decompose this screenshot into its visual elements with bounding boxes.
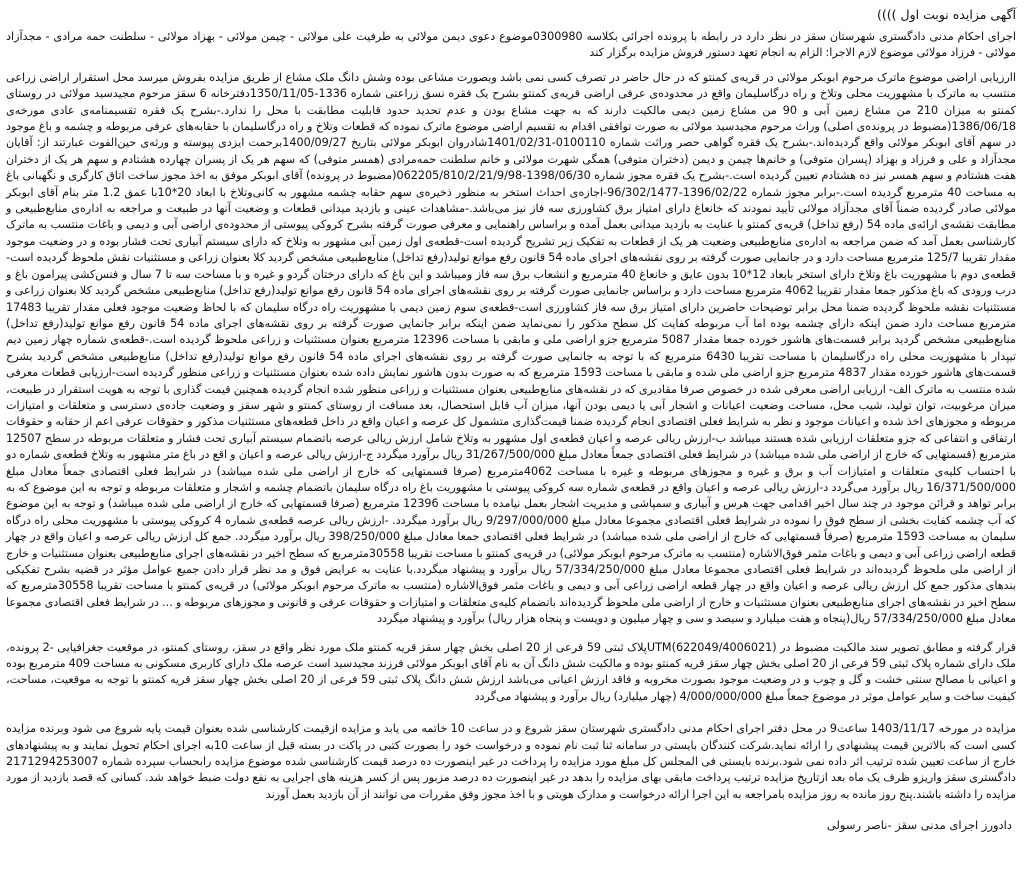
valuation-paragraph: اارزیابی اراضی موضوع ماترک مرحوم ابوبکر مولائی در قریه‌ی کمنتو که در حال حاضر در تصرف کسی نمی باشد وبصورت مشاعی بوده وشش دانگ ملک مشاع از طریق مزایده بفروش میرسد محل استقرار اراضی زراعی منتسب به ماترک با مشهوریت محلی وتلاخ و راه درگاسلیمان واقع در محدوده‌ی عرفی اراضی قریه‌ی کمنتو بشرح یک فقره نسق زراعتی شماره 1336-1350/11/05دفترخانه 6 سقز مرحوم مجیدسید مولائی در روستای کمنتو به میزان 210 من مشاع زمین آبی و 90 من مشاع زمین دیمی مالکیت دارند که به جهت مشاع بودن و عدم تحدید حدود قابلیت مطابقت با محل را ندارد.-بشرح یک فقره تقسیمنامه‌ی عادی مورخه‌ی 1386/06/18(مضبوط در پرونده‌ی اصلی) وراث مرحوم مجیدسید مولائی به صورت توافقی اقدام به تقسیم اراضی موضوع ماترک نموده که قطعات وتلاخ و راه درگاسلیمان با حقابه‌های عرفی مربوطه و چشمه و باغ موجود در سهم آقای ابوبکر مولائی واقع گردیده‌اند.-بشرح یک فقره گواهی حصر وراثت شماره 0100110-1401/02/31شادروان ابوبکر مولائی بتاریخ 1400/09/27برحمت ایزدی پیوسته و ورثه‌ی حین‌الفوت عبارتند از: آقایان مجدآزاد و علی و فرزاد و بهزاد (پسران متوفی) و خانم‌ها چیمن و دیمن (دختران متوفی) همگی شهرت مولائی و خانم سلطنت حمه‌مرادی (همسر متوفی) که سهم هر یک از پسران چهارده هشتادم و سهم هر یک از دختران هفت هشتادم و سهم همسر نیز ده هشتادم تعیین گردیده است.-بشرح یک فقره مجوز شماره 1398/06/30-062205/810/2/21/9/98(مضبوط در پرونده) آقای ابوبکر موفق به اخذ مجوز ساخت اتاق کارگری و نگهبانی باغ به مساحت 40 مترمربع گردیده است.-برابر مجوز شماره 1396/02/22-96/302/1477-اجازه‌ی احداث استخر به منظور ذخیره‌ی سهم حقابه چشمه مشهور به کانی‌وتلاخ با ابعاد 20*10با عمق 1.2 متر بنام آقای ابوبکر مولائی صادر گردیده ضمناً آقای مجدآزاد مولائی تأیید نمودند که خانعاغ دارای امتیاز برق کشاورزی سه فاز نیز می‌باشد.-مشاهدات عینی و بازدید میدانی قطعات و وضعیت آنها در طبیعت و مراجعه به اداره‌ی منابع‌طبیعی و مطابقت نقشه‌ی ارائه‌ی ماده 54 (رفع تداخل) قریه‌ی کمنتو با عنایت به بازدید میدانی بعمل آمده و براساس راهنمایی و معرفی صورت گرفته بشرح کروکی پیوستی از محدوده‌ی اراضی آبی و دیمی و باغات منتسب به ماترک کارشناسی بعمل آمد که ضمن مراجعه به اداره‌ی منابع‌طبیعی وضعیت هر یک از قطعات به تفکیک زیر تشریح گردیده است-قطعه‌ی اول زمین آبی مشهور به وتلاخ که دارای سیستم آبیاری تحت فشار بوده و در وضعیت موجود مقدار تقریبا 125/7 مترمربع مساحت دارد و در جانمایی صورت گرفته بر روی نقشه‌های اجرای ماده 54 قانون رفع موانع تولید(رفع تداخل) منابع‌طبیعی مشخص گردید کلا بعنوان زراعی و مستثنیات نقش ملحوظ گردیده است-قطعه‌ی دوم با مشهوریت باغ وتلاخ دارای استخر بابعاد 12*10 بدون عایق و خانعاغ 40 مترمربع و انشعاب برق سه فاز ومیباشد و این باغ که دارای درختان گردو و غیره و با مساحت سه تا 7 سال و فنس‌کشی پیرامون باغ و درب ورودی که باغ مذکور جمعا مقدار تقریبا 4062 مترمربع مساحت دارد و براساس جانمایی صورت گرفته بر روی نقشه‌های اجرای ماده 54 قانون رفع موانع تولید(رفع تداخل) منابع‌طبیعی مشخص گردید کلا بعنوان زراعی و مستثنیات نقشه ملحوظ گردیده ضمنا محل برابر توضیحات حاضرین دارای امتیاز برق سه فاز کشاورزی است-قطعه‌ی سوم زمین دیمی با مشهوریت راه درگاه سلیمان که با لحاظ وضعیت موجود فعلی مقدار تقریبا 17483 مترمربع مساحت دارد ضمن اینکه دارای چشمه بوده اما آب مربوطه کفایت کل سطح مذکور را نمی‌نماید ضمن اینکه برابر جانمایی صورت گرفته بر روی نقشه‌های اجرای ماده 54 قانون رفع موانع تولید(رفع تداخل) منابع‌طبیعی مشخص گردید برابر قسمت‌های هاشور خورده جمعا مقدار 5087 مترمربع جزو اراضی ملی و مابقی با مساحت 12396 مترمربع بعنوان مستثنیات و زراعی ملحوظ گردیده است.-قطعه‌ی شماره چهار زمین دیم تیپدار با مشهوریت محلی راه درگاسلیمان با مساحت تقریبا 6430 مترمربع که با توجه به جانمایی صورت گرفته بر روی نقشه‌های اجرای ماده 54 قانون رفع موانع تولید(رفع تداخل) منابع‌طبیعی مشخص گردید بشرح قسمت‌های هاشور خورده مقدار 4837 مترمربع جزو اراضی ملی شده و مابقی با مساحت 1593 مترمربع که به صورت بدون هاشور نمایش داده شده بعنوان مستثنیات و زراعی منظور گردیده است-ارزیابی قطعات معرفی شده منتسب به ماترک الف- ارزیابی اراضی معرفی شده در خصوص صرفا مقادیری که در نقشه‌های منابع‌طبیعی بعنوان مستثنیات و زراعی منظور شده انجام گردیده همچنین قیمت گذاری با توجه به هویت استقرار در طبیعت، میزان مرغوبیت، توان تولید، شیب محل، مساحت وضعیت اعیانات و اشجار آبی یا دیمی بودن آنها، میزان آب قابل استحصال، بعد مسافت از روستای کمنتو و شهر سقز و وضعیت جاده‌ی دسترسی و متعلقات و امتیازات مربوطه و مجوزهای اخذ شده و اعیانات موجود و نظر به شرایط فعلی اقتصادی انجام گردیده ضمنا قیمت‌گذاری متشمول کل عرصه و اعیان واقع در داخل قطعه‌های مستثنیات مذکور و حقوقات عرفی اعم از حقابه و حقوقات ارتفاقی و انتفاعی که جزو متعلقات ارزیابی شده هستند میباشد ب-ارزش ریالی عرصه و اعیان قطعه‌ی اول مشهور به وتلاخ شامل ارزش ریالی عرصه باتضمام سیستم آبیاری تحت فشار و متعلقات مربوطه در سطح 12507 مترمربع (قسمتهایی که خارج از اراضی ملی شده میباشد) در شرایط فعلی اقتصادی جمعاً معادل مبلغ 31/267/500/000 ریال برآورد میگردد ج-ارزش ریالی عرصه و اعیان و اقع در باغ متر مشهور به وتلاخ قطعه‌ی شماره دو با احتساب کلیه‌ی متعلقات و امتیازات آب و برق و غیره و مجوزهای مربوطه و غیره با مساحت 4062مترمربع (صرفا قسمتهایی که خارج از اراضی ملی شده میباشد) در شرایط فعلی اقتصادی جمعاً معادل مبلغ 16/371/500/000 ریال برآورد می‌گردد د-ارزش ریالی عرصه و اعیان واقع در قطعه‌ی شماره سه کروکی پیوستی با مشهوریت باغ راه درگاه سلیمان باتضمام چشمه و اشجار و متعلقات مربوطه و توجه به این موضوع که به برابر تواهد و قرائن موجود در چند سال اخیر اقدامی جهت هرس و آبیاری و سمپاشی و مدیریت اشجار بعمل نیامده با مساحت 12396 مترمربع (صرفا قسمتهایی که خارج از اراضی ملی شده میباشد) و توجه به این موضوع که آب چشمه کفایت بخشی از سطح فوق را نموده در شرایط فعلی اقتصادی مجموعا معادل مبلغ 9/297/000/000 ریال برآورد میگردد. -ارزش ریالی عرصه قطعه‌ی شماره 4 کروکی پیوستی با مشهوریت محلی راه درگاه سلیمان به مساحت 1593 مترمربع (صرفاً قسمتهایی که خارج از اراضی ملی شده میباشد) در شرایط فعلی اقتصادی جمعا معادل مبلغ 398/250/000 ریال برآورد میگردد. جمع کل ارزش ریالی عرصه و اعیان واقع در چهار قطعه اراضی زراعی آبی و دیمی و باغات مثمر فوق‌الاشاره (منتسب به ماترک مرحوم ابوبکر مولائی) در قریه‌ی کمنتو با مساحت تقریبا 30558مترمربع که سطح اخیر در نقشه‌های اجرای منابع‌طبیعی بعنوان مستثنیات و خارج از اراضی ملی ملحوظ گردیده‌اند در شرایط فعلی اقتصادی مجموعا معادل مبلغ 57/334/250/000 ریال برآورد و پیشنهاد میگردد.با عنایت به عرایض فوق و مد نظر قرار دادن جمیع عوامل مؤثر در قضیه بشرح تفکیکی بندهای مذکور جمع کل ارزش ریالی عرصه و اعیان واقع در چهار قطعه اراضی زراعی آبی و دیمی و باغات مثمر فوق‌الاشاره (منتسب به ماترک مرحوم ابوبکر مولائی) در قریه‌ی کمنتو با مساحت تقریبا 30558مترمربع که سطح اخیر در نقشه‌های اجرای منابع‌طبیعی بعنوان مستثنیات و خارج از اراضی ملی ملحوظ گردیده‌اند باتضمام کلیه‌ی متعلقات و امتیازات و حقوقات عرفی و قانونی و مجوزهای مربوطه و ... در شرایط فعلی اقتصادی مجموعا معادل مبلغ 57/334/250/000 ریال(پنجاه و هفت میلیارد و سیصد و سی و چهار میلیون و دویست و پنجاه هزار ریال) برآورد و پیشنهاد میگردد — [6, 70, 1017, 626]
notice-title: آگهی مزایده نوبت اول )))) — [877, 7, 1016, 22]
intro-paragraph: اجرای احکام مدنی دادگستری شهرستان سقز در نظر دارد در رابطه با پرونده اجرائی بکلاسه 0300980موضوع دعوی دیمن مولائی به طرفیت علی مولائی - چیمن مولائی - بهزاد مولائی - سلطنت حمه مرادی - مجدآزاد مولائی - فرزاد مولائی موضوع لازم الاجرا: الزام به انجام تعهد دستور فروش مزایده برگزار کند — [6, 30, 1016, 60]
auction-notice-page — [6, 6, 1016, 868]
signature-line: دادورز اجرای مدنی سقز -ناصر رسولی — [826, 818, 1012, 833]
property-deed-paragraph: قرار گرفته و مطابق تصویر سند مالکیت مضبوط در (622049/4006021)UTMپلاک ثبتی 59 فرعی از 20 اصلی بخش چهار سقز قریه کمنتو ملک مورد نظر واقع در سقز، روستای کمنتو، در موقعیت جغرافیایی -2 پرونده، ملک دارای شماره پلاک ثبتی 59 فرعی از 20 اصلی بخش چهار سقز قریه کمنتو بوده و مالکیت شش دانگ آن به نام آقای ابوبکر مولائی فرزند مجیدسید است عرصه ملک دارای کاربری مسکونی به مساحت 409 مترمربع بوده و اعیانی با مصالح سنتی خشت و گل و چوب و در وضعیت موجود بصورت مخروبه و فاقد ارزش اعیانی می‌باشد ارزش شش دانگ پلاک ثبتی 59 فرعی از 20 اصلی بخش چهار سقز قریه کمنتو با توجه به موقعیت، مساحت، کیفیت ساخت و سایر عوامل موثر در موضوع جمعاً مبلغ 4/000/000/000 (چهار میلیارد) ریال برآورد و پیشنهاد می‌گردد — [6, 640, 1017, 703]
auction-terms-paragraph: مزایده در مورخه 1403/11/17 ساعت9 در محل دفتر اجرای احکام مدنی دادگستری شهرستان سقز شروع و در ساعت 10 خاتمه می یابد و مزایده ازقیمت کارشناسی شده بعنوان قیمت پایه شروع می شود وبرنده مزایده کسی است که بالاترین قیمت پیشنهادی را ارائه نماید.شرکت کنندگان بایستی در سامانه ثنا ثبت نام نموده و درخواست خود را بصورت کتبی در پاکت در بسته قبل از ساعت 10به اجرای احکام تحویل نمایند و به پیشنهادهای خارج از ساعت تعیین شده ترتیب اثر داده نمی شود.برنده بایستی فی المجلس کل مبلغ مورد مزایده را پرداخت در غیر اینصورت ده درصد قیمت کارشناسی شده موضوع مزایده رابحساب سپرده شماره 2171294253007 دادگستری سقز واریزو ظرف یک ماه بعد ازتاریخ مزایده ترتیب پرداخت مابقی بهای مزایده را بدهد در غیر اینصورت ده درصد مزبور پس از کسر هزینه های اجرایی به نفع دولت ضبط خواهد شد. کسانی که قصد بازدید از مورد مزایده را داشته باشند.پنج روز مانده به روز مزایده بامراجعه به این اجرا ارائه درخواست و مدارک هویتی و با اخذ مجوز وفق مقررات می توانند از آن بازدید بعمل آورند — [6, 722, 1017, 801]
